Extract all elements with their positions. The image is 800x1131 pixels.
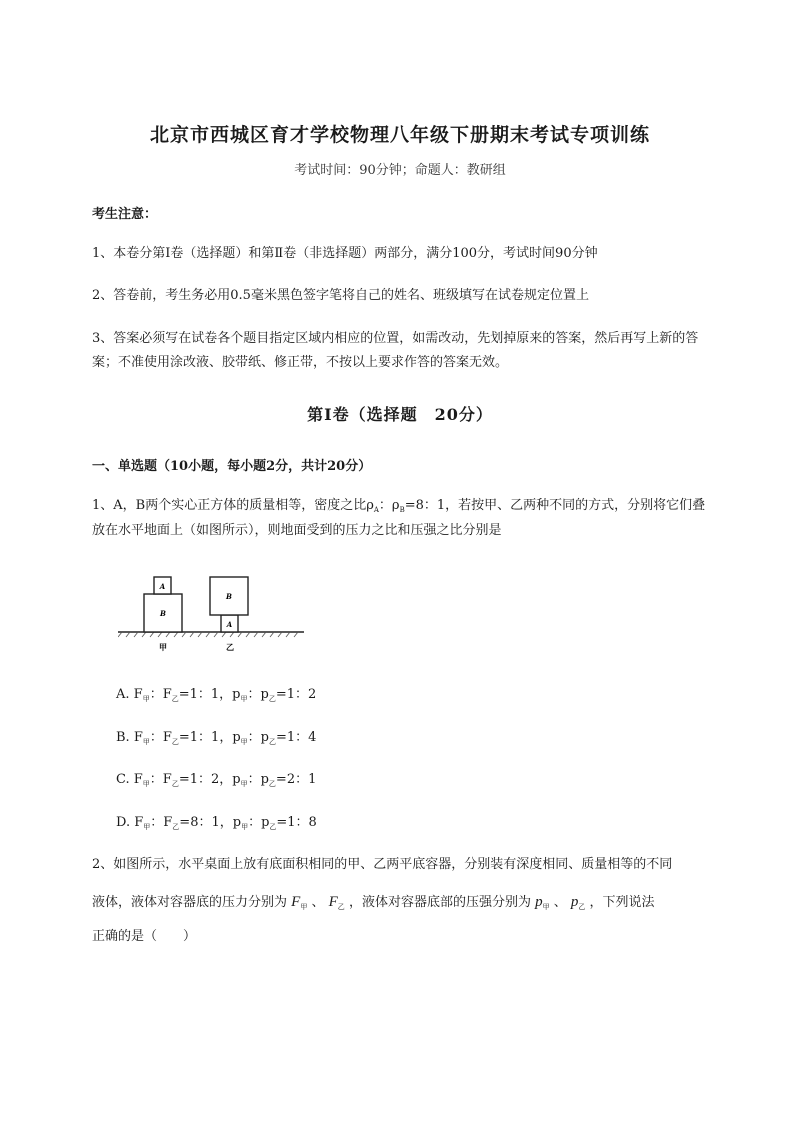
exam-info: 考试时间：90分钟；命题人：教研组: [294, 163, 506, 178]
block-b-left-label: B: [160, 609, 166, 618]
page-title: 北京市西城区育才学校物理八年级下册期末考试专项训练: [149, 124, 650, 146]
q1-option-d[interactable]: D. $F_甲$：$F_乙=8$：1，$p_甲$：$p_乙=1$：8: [116, 815, 317, 831]
section-subheading: 一、单选题（10小题，每小题2分，共计20分）: [92, 459, 372, 474]
notice-item-1: 1、本卷分第Ⅰ卷（选择题）和第Ⅱ卷（非选择题）两部分，满分100分，考试时间90分钟: [92, 246, 598, 261]
figure-label-jia: 甲: [159, 642, 167, 652]
q1-option-b[interactable]: B. $F_甲$：$F_乙=1$：1，$p_甲$：$p_乙=1$：4: [116, 730, 317, 746]
question-1-stem: 1、A，B两个实心正方体的质量相等，密度之比$\rho_A$：$\rho_B=8$：1，若按甲、乙两种不同的方式，分别将它们叠放在水平地面上（如图所示），则地面受到的压力之比和压强之比分别是: [92, 498, 706, 538]
stacked-blocks-figure: [118, 570, 308, 659]
notice-heading: 考生注意：: [92, 207, 158, 222]
question-2-line-1: 2、如图所示，水平桌面上放有底面积相同的甲、乙两平底容器，分别装有深度相同、质量相等的不同: [92, 857, 673, 872]
question-2-line-3: 正确的是（ ）: [92, 929, 197, 944]
section-title: 第Ⅰ卷（选择题 20分）: [307, 405, 493, 424]
stacking-diagram: [118, 570, 308, 655]
block-a-left-label: A: [159, 582, 166, 591]
notice-item-3: 3、答案必须写在试卷各个题目指定区域内相应的位置，如需改动，先划掉原来的答案，然后再写上新的答案；不准使用涂改液、胶带纸、修正带，不按以上要求作答的答案无效。: [92, 331, 699, 370]
block-b-right-label: B: [226, 592, 232, 601]
question-2-line-2: 液体，液体对容器底的压力分别为 $F_甲$ 、 $F_乙$ ，液体对容器底部的压强分别为 $p_甲$ 、 $p_乙$ ，下列说法: [92, 894, 655, 911]
figure-label-yi: 乙: [226, 642, 234, 652]
q1-option-a[interactable]: A. $F_甲$：$F_乙=1$：1，$p_甲$：$p_乙=1$：2: [116, 687, 317, 703]
q1-option-c[interactable]: C. $F_甲$：$F_乙=1$：2，$p_甲$：$p_乙=2$：1: [116, 772, 317, 788]
block-a-right-label: A: [226, 620, 233, 629]
notice-item-2: 2、答卷前，考生务必用0.5毫米黑色签字笔将自己的姓名、班级填写在试卷规定位置上: [92, 288, 589, 303]
